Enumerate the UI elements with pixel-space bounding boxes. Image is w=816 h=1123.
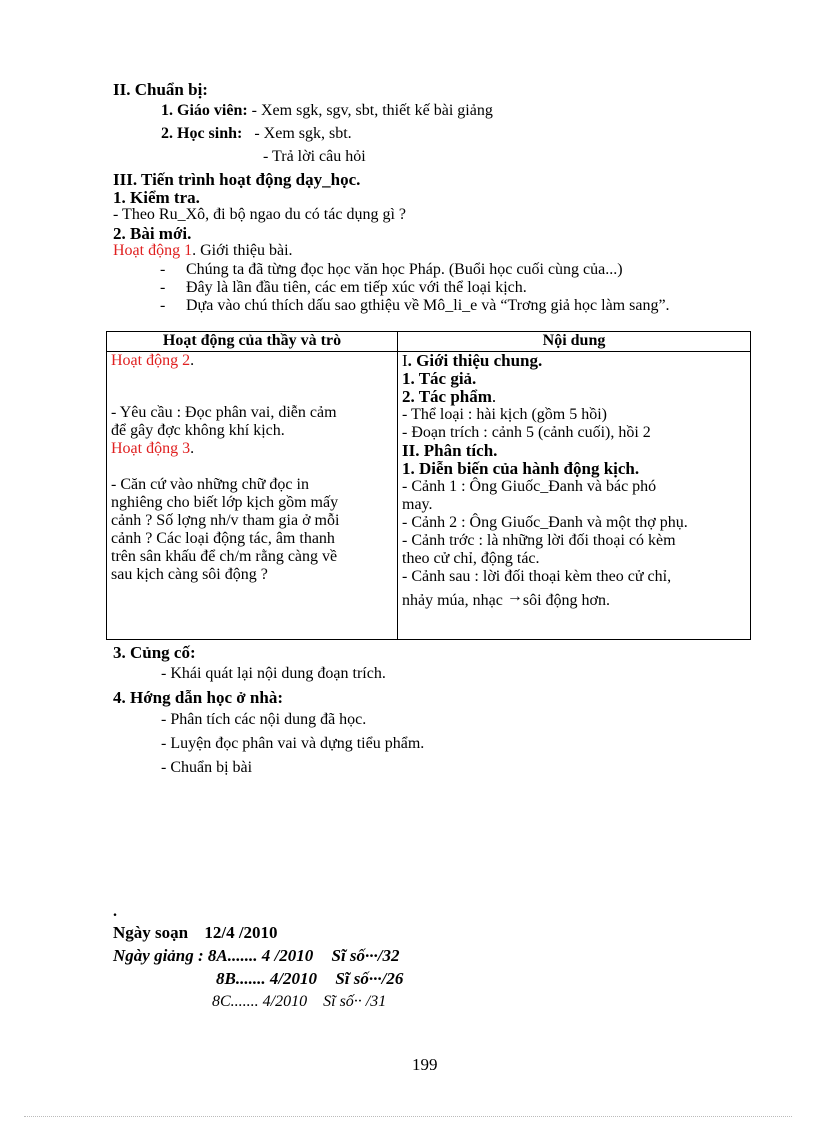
activity-1-label: Hoạt động 1 [113, 242, 193, 259]
scene-after-line-a: - Cảnh sau : lời đối thoại kèm theo cử chỉ, [402, 568, 672, 585]
page-bottom-divider [24, 1116, 792, 1117]
question-line-2: nghiêng cho biết lớp kịch gồm mấy [111, 494, 339, 511]
activity-2-dot: . [190, 352, 195, 369]
teach-line-8c [212, 993, 386, 1011]
analysis-heading: II. Phân tích. [402, 441, 498, 460]
activity-2-line [111, 352, 393, 370]
teacher-line [161, 102, 493, 120]
question-line-3: cảnh ? Số lợng nh/v tham gia ở mỗi [111, 512, 340, 529]
student-line [161, 125, 352, 143]
scene-after-result: sôi động hơn. [522, 592, 610, 609]
prep-line [113, 923, 278, 943]
intro-bullet-3: - Dựa vào chú thích dấu sao gthiệu về Mô_li_e và “Trơng giả học làm sang”. [186, 297, 740, 314]
activity-3-label: Hoạt động 3 [111, 440, 191, 457]
student-label: 2. Học sinh: [161, 125, 243, 142]
question-line-5: trên sân khấu để ch/m rằng càng về [111, 548, 338, 565]
scene-2-line: - Cảnh 2 : Ông Giuốc_Đanh và một thợ phụ. [402, 514, 688, 531]
teach-8a-count: Sĩ số···/32 [331, 946, 400, 965]
activity-1-text: . Giới thiệu bài. [192, 242, 293, 259]
question-line-4: cảnh ? Các loại động tác, âm thanh [111, 530, 335, 547]
homework-item-2: - Luyện đọc phân vai và dựng tiểu phẩm. [161, 735, 425, 752]
scene-after-text: nhảy múa, nhạc [402, 592, 503, 609]
intro-bullet-1: - Chúng ta đã từng đọc học văn học Pháp. (Buổi học cuối cùng của...) [186, 261, 623, 279]
teach-8c: 8C....... 4/2010 [212, 993, 308, 1010]
homework-item-3: - Chuẩn bị bài [161, 759, 253, 776]
teacher-label: 1. Giáo viên: [161, 102, 248, 119]
intro-bullet-2: - Đây là lần đầu tiên, các em tiếp xúc với thể loại kịch. [186, 279, 527, 297]
genre-line: - Thể loại : hài kịch (gồm 5 hồi) [402, 406, 607, 423]
arrow-right-icon: → [506, 588, 523, 605]
schedule-dot: . [113, 903, 117, 920]
teach-line-8a [113, 946, 400, 966]
header-content: Nội dung [398, 332, 751, 352]
prep-label: Ngày soạn [113, 923, 189, 942]
intro-heading [402, 352, 746, 370]
lesson-table [106, 331, 751, 640]
consolidate-heading: 3. Củng cố: [113, 643, 196, 662]
author-heading: 1. Tác giả. [402, 369, 477, 388]
teach-8b-count: Sĩ số···/26 [335, 969, 404, 988]
teach-8a: Ngày giảng : 8A....... 4 /2010 [113, 946, 314, 965]
work-text: 2. Tác phẩm [402, 387, 492, 406]
teach-8c-count: Sĩ số·· /31 [323, 993, 387, 1010]
student-text-1: - Xem sgk, sbt. [254, 125, 352, 142]
question-line-1: - Căn cứ vào những chữ đọc in [111, 476, 309, 493]
prep-date: 12/4 /2010 [204, 923, 278, 942]
check-question: - Theo Ru_Xô, đi bộ ngao du có tác dụng gì ? [113, 206, 406, 223]
scene-1-line-b: may. [402, 496, 433, 513]
scene-before-line-b: theo cử chỉ, động tác. [402, 550, 540, 567]
development-heading: 1. Diễn biến của hành động kịch. [402, 459, 640, 478]
activity-1-line [113, 242, 293, 260]
right-column [398, 352, 751, 640]
section-2-heading: II. Chuẩn bị: [113, 80, 208, 99]
check-heading: 1. Kiểm tra. [113, 188, 200, 207]
request-line-2: để gây đợc không khí kịch. [111, 422, 285, 439]
homework-heading: 4. Hớng dẫn học ở nhà: [113, 688, 283, 707]
question-line-6: sau kịch càng sôi động ? [111, 566, 268, 583]
activity-3-line [111, 440, 393, 458]
section-3-heading: III. Tiến trình hoạt động dạy_học. [113, 170, 361, 189]
intro-text: . Giới thiệu chung. [407, 351, 543, 370]
activity-3-dot: . [190, 440, 195, 457]
page-number: 199 [412, 1055, 438, 1074]
homework-item-1: - Phân tích các nội dung đã học. [161, 711, 367, 728]
scene-before-line-a: - Cảnh trớc : là những lời đối thoại có kèm [402, 532, 676, 549]
work-dot: . [491, 387, 497, 406]
teacher-text: - Xem sgk, sgv, sbt, thiết kế bài giảng [251, 102, 493, 119]
excerpt-line: - Đoạn trích : cảnh 5 (cảnh cuối), hồi 2 [402, 424, 651, 441]
scene-1-line-a: - Cảnh 1 : Ông Giuốc_Đanh và bác phó [402, 478, 657, 495]
activity-2-label: Hoạt động 2 [111, 352, 191, 369]
new-lesson-heading: 2. Bài mới. [113, 224, 192, 243]
consolidate-text: - Khái quát lại nội dung đoạn trích. [161, 665, 386, 682]
header-teacher-student: Hoạt động của thầy và trò [107, 332, 398, 352]
teach-line-8b [216, 969, 403, 989]
teach-8b: 8B....... 4/2010 [216, 969, 318, 988]
student-text-2: - Trả lời câu hỏi [263, 148, 366, 165]
work-heading [402, 388, 746, 406]
request-line-1: - Yêu cầu : Đọc phân vai, diễn cảm [111, 404, 337, 421]
left-column [107, 352, 398, 640]
scene-after-line-b [402, 588, 746, 610]
intro-numeral: I [402, 351, 408, 370]
